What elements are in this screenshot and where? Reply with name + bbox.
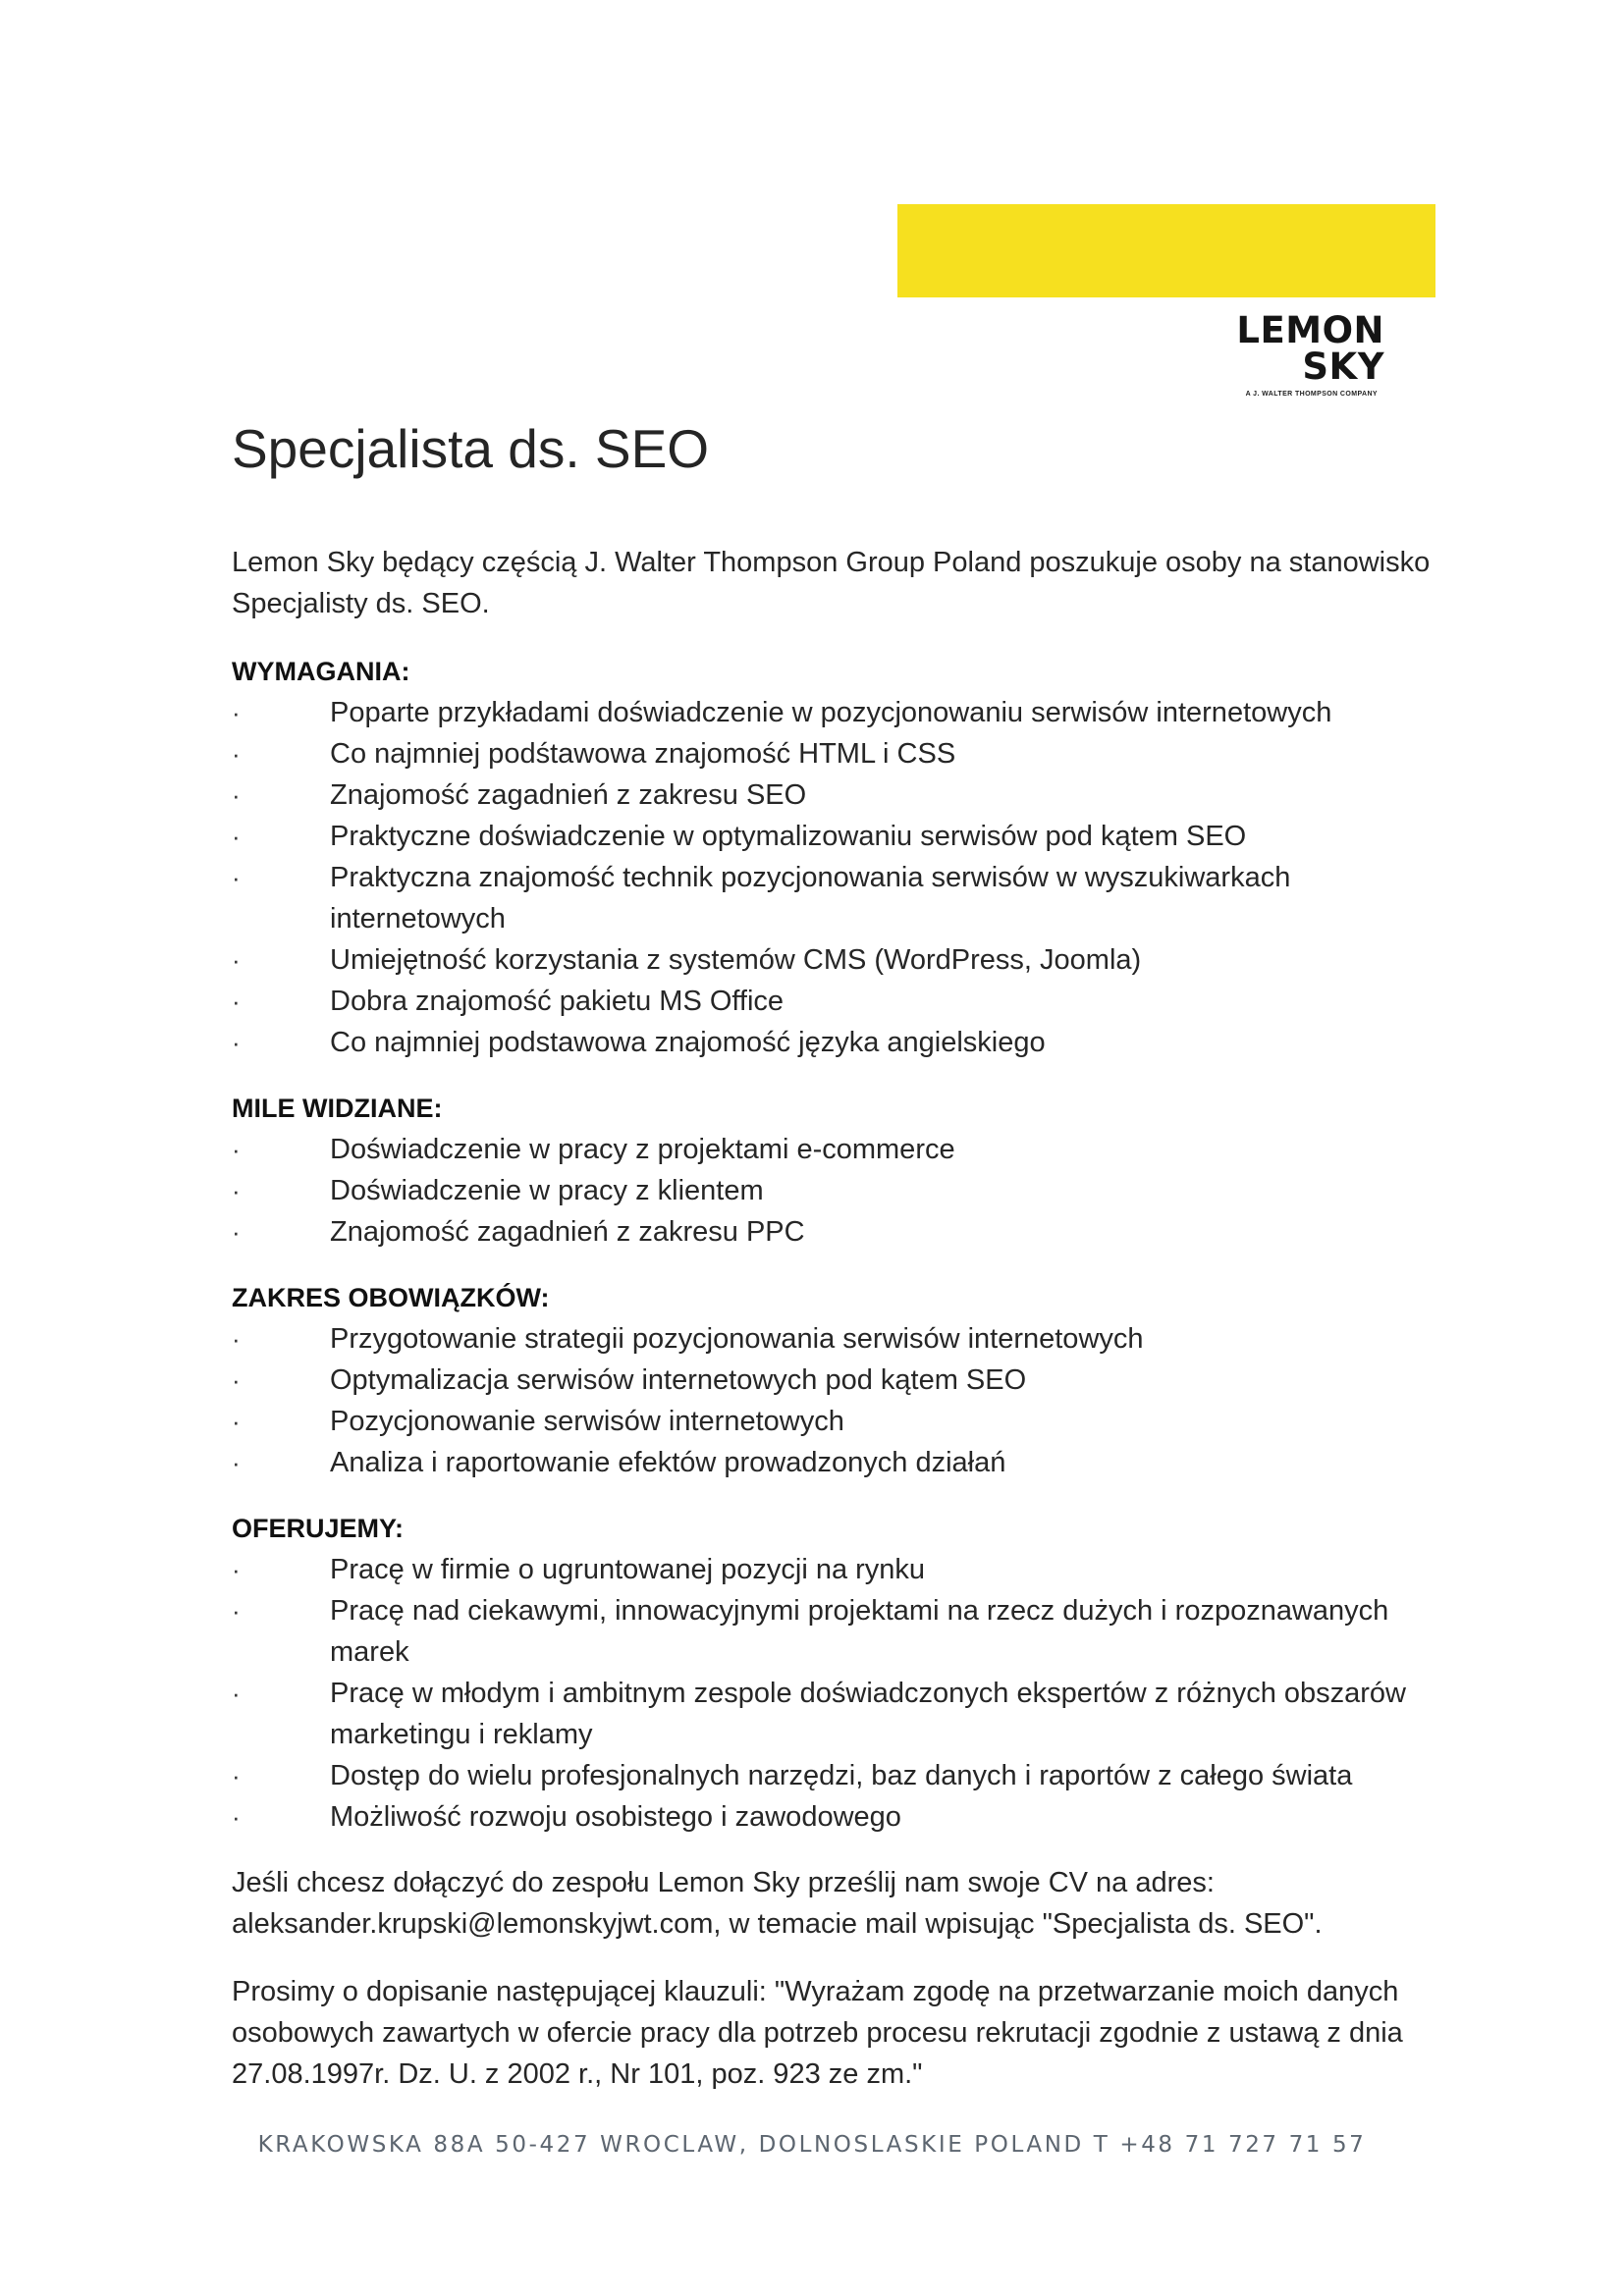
list-item [232, 1590, 1439, 1673]
list-item [232, 1170, 1439, 1211]
list-item-text: Pracę nad ciekawymi, innowacyjnymi projektami na rzecz dużych i rozpoznawanych marek [330, 1595, 1389, 1668]
list-item [232, 1673, 1439, 1755]
list-item [232, 1755, 1439, 1796]
bullet-list [232, 1129, 1439, 1253]
bullet-icon: · [232, 1176, 241, 1205]
job-sections [232, 651, 1439, 1838]
list-item [232, 1442, 1439, 1483]
bullet-list [232, 1318, 1439, 1483]
bullet-icon: · [232, 1679, 241, 1708]
list-item [232, 1022, 1439, 1063]
section [232, 1508, 1439, 1838]
list-item-text: Co najmniej podśtawowa znajomość HTML i CSS [330, 738, 956, 770]
intro-paragraph: Lemon Sky będący częścią J. Walter Thompson Group Poland poszukuje osoby na stanowisko Specjalisty ds. SEO. [232, 547, 1431, 619]
list-item [232, 1401, 1439, 1442]
list-item-text: Doświadczenie w pracy z klientem [330, 1175, 764, 1206]
bullet-icon: · [232, 1135, 241, 1164]
list-item-text: Znajomość zagadnień z zakresu SEO [330, 779, 807, 811]
list-item-text: Możliwość rozwoju osobistego i zawodowego [330, 1801, 901, 1833]
list-item-text: Optymalizacja serwisów internetowych pod kątem SEO [330, 1364, 1027, 1396]
section-heading: WYMAGANIA: [232, 657, 410, 686]
list-item-text: Pracę w młodym i ambitnym zespole doświadczonych ekspertów z różnych obszarów marketingu i reklamy [330, 1678, 1406, 1750]
bullet-icon: · [232, 1028, 241, 1057]
lemon-sky-logo [1159, 309, 1453, 398]
bullet-icon: · [232, 1448, 241, 1477]
bullet-icon: · [232, 945, 241, 975]
list-item-text: Dobra znajomość pakietu MS Office [330, 986, 785, 1017]
consent-clause-paragraph: Prosimy o dopisanie następującej klauzuli: "Wyrażam zgodę na przetwarzanie moich danych osobowych zawartych w ofercie pracy dla potrzeb procesu rekrutacji zgodnie z ustawą z dnia 27.08.1997r. Dz. U. z 2002 r., Nr 101, poz. 923 ze zm." [232, 1976, 1403, 2090]
bullet-icon: · [232, 1761, 241, 1790]
section [232, 1277, 1439, 1483]
list-item [232, 816, 1439, 857]
section-heading: OFERUJEMY: [232, 1514, 405, 1543]
list-item [232, 857, 1439, 939]
bullet-icon: · [232, 863, 241, 892]
section-heading: MILE WIDZIANE: [232, 1094, 443, 1123]
list-item [232, 1796, 1439, 1838]
list-item [232, 981, 1439, 1022]
bullet-icon: · [232, 987, 241, 1016]
bullet-icon: · [232, 822, 241, 851]
bullet-icon: · [232, 739, 241, 769]
list-item-text: Analiza i raportowanie efektów prowadzonych działań [330, 1447, 1006, 1478]
list-item [232, 733, 1439, 774]
bullet-icon: · [232, 1802, 241, 1832]
bullet-icon: · [232, 1365, 241, 1395]
list-item [232, 692, 1439, 733]
list-item-text: Pozycjonowanie serwisów internetowych [330, 1406, 844, 1437]
list-item-text: Poparte przykładami doświadczenie w pozycjonowaniu serwisów internetowych [330, 697, 1332, 728]
list-item [232, 1129, 1439, 1170]
bullet-icon: · [232, 1555, 241, 1584]
bullet-icon: · [232, 780, 241, 810]
list-item-text: Co najmniej podstawowa znajomość języka angielskiego [330, 1027, 1046, 1058]
list-item-text: Przygotowanie strategii pozycjonowania serwisów internetowych [330, 1323, 1144, 1355]
list-item-text: Praktyczna znajomość technik pozycjonowania serwisów w wyszukiwarkach internetowych [330, 862, 1291, 934]
logo-wordmark: LEMON SKY [1236, 309, 1384, 388]
list-item [232, 1211, 1439, 1253]
bullet-icon: · [232, 1596, 241, 1626]
section-heading: ZAKRES OBOWIĄZKÓW: [232, 1283, 550, 1312]
brand-accent-bar [897, 204, 1435, 297]
job-description [232, 542, 1439, 2095]
bullet-icon: · [232, 1407, 241, 1436]
list-item-text: Umiejętność korzystania z systemów CMS (WordPress, Joomla) [330, 944, 1142, 976]
bullet-icon: · [232, 1217, 241, 1247]
application-paragraph: Jeśli chcesz dołączyć do zespołu Lemon Sky prześlij nam swoje CV na adres: aleksander.krupski@lemonskyjwt.com, w temacie mail wpisując "Specjalista ds. SEO". [232, 1867, 1323, 1940]
list-item-text: Znajomość zagadnień z zakresu PPC [330, 1216, 805, 1248]
section [232, 1088, 1439, 1253]
list-item [232, 1318, 1439, 1360]
list-item [232, 774, 1439, 816]
bullet-list [232, 1549, 1439, 1838]
list-item [232, 1549, 1439, 1590]
bullet-icon: · [232, 1324, 241, 1354]
bullet-icon: · [232, 698, 241, 727]
bullet-list [232, 692, 1439, 1063]
logo-tagline: A J. WALTER THOMPSON COMPANY [1245, 391, 1378, 398]
list-item-text: Doświadczenie w pracy z projektami e-commerce [330, 1134, 955, 1165]
list-item [232, 939, 1439, 981]
list-item-text: Pracę w firmie o ugruntowanej pozycji na rynku [330, 1554, 926, 1585]
footer-address: KRAKOWSKA 88A 50-427 WROCLAW, DOLNOSLASKIE POLAND T +48 71 727 71 57 [257, 2132, 1367, 2158]
list-item [232, 1360, 1439, 1401]
list-item-text: Praktyczne doświadczenie w optymalizowaniu serwisów pod kątem SEO [330, 821, 1247, 852]
section [232, 651, 1439, 1063]
job-title: Specjalista ds. SEO [232, 418, 710, 479]
list-item-text: Dostęp do wielu profesjonalnych narzędzi, baz danych i raportów z całego świata [330, 1760, 1353, 1791]
